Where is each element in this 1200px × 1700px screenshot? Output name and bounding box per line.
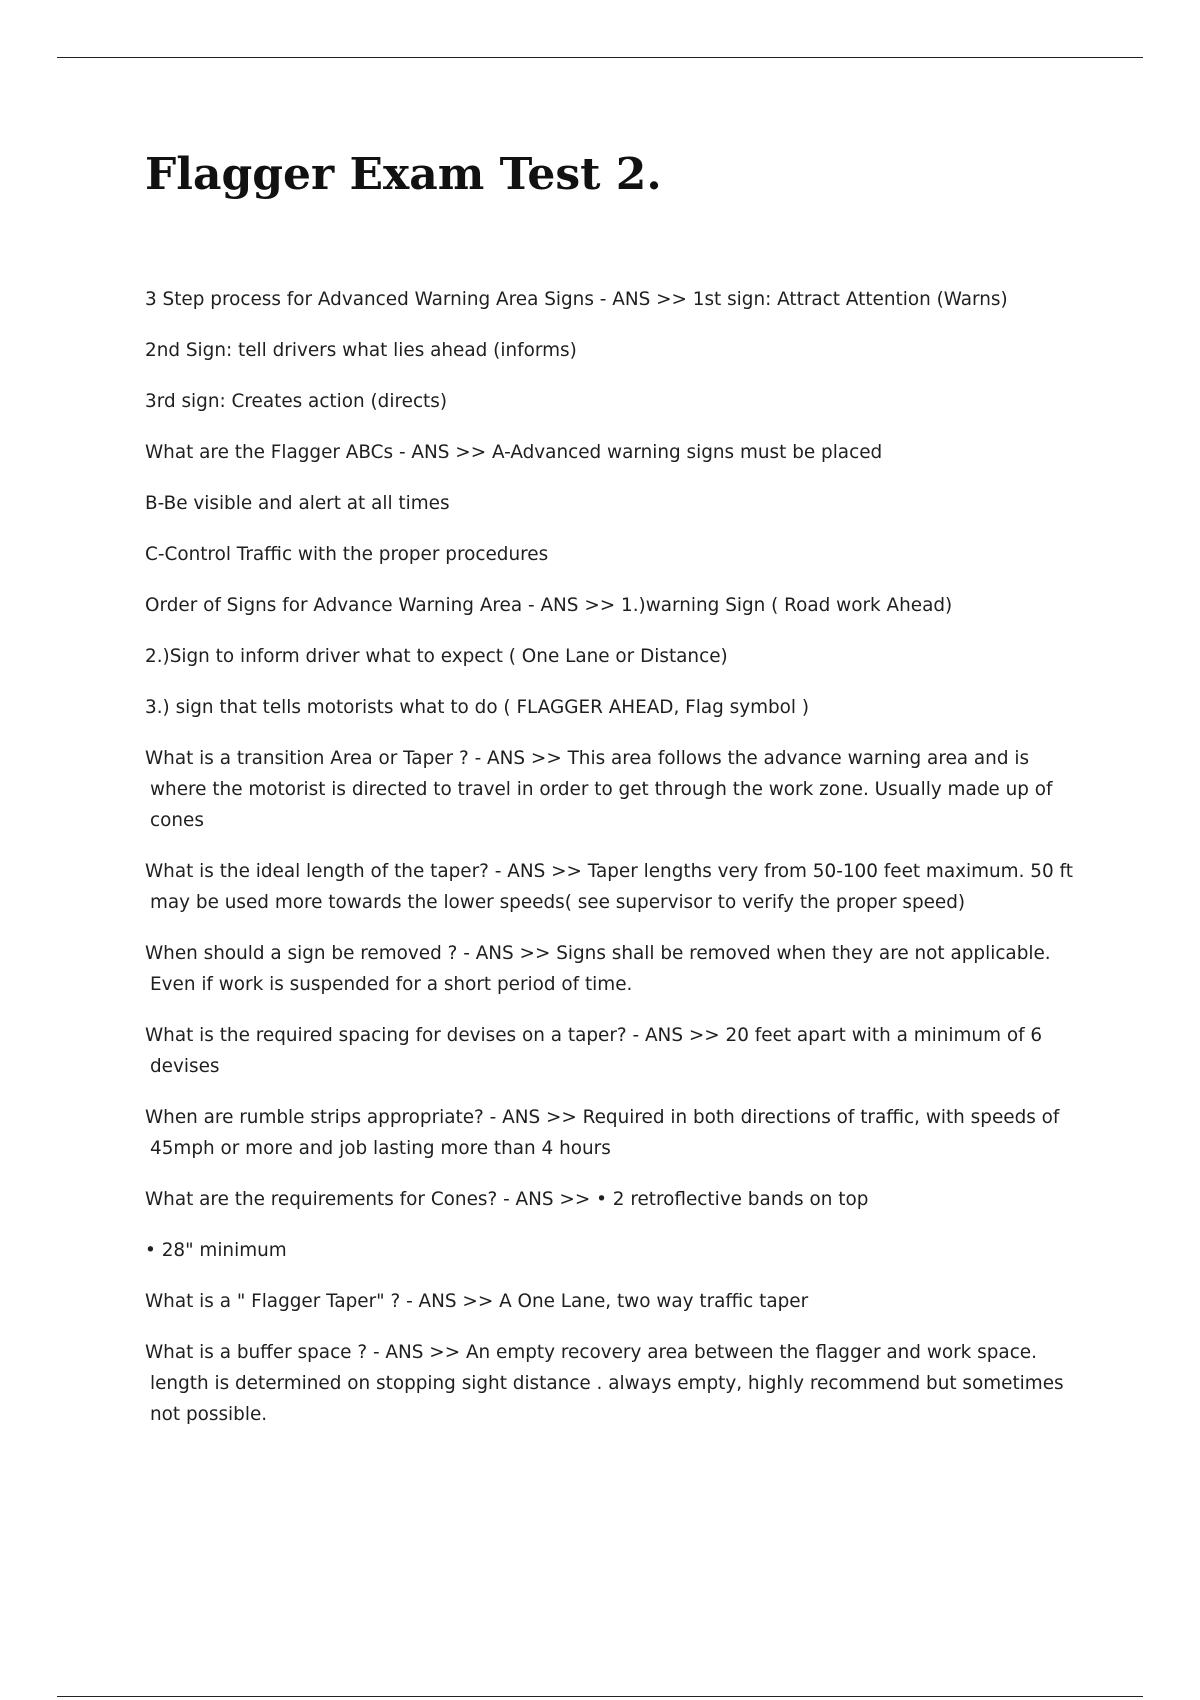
header-rule <box>57 57 1143 58</box>
paragraph: When are rumble strips appropriate? - ANS >> Required in both directions of traffic, with speeds of 45mph or more and job lasting more than 4 hours <box>145 1107 1066 1159</box>
paragraph: 3.) sign that tells motorists what to do ( FLAGGER AHEAD, Flag symbol ) <box>145 697 810 718</box>
paragraph: What are the Flagger ABCs - ANS >> A-Advanced warning signs must be placed <box>145 442 883 463</box>
paragraph: 3rd sign: Creates action (directs) <box>145 391 448 412</box>
paragraph: 3 Step process for Advanced Warning Area Signs - ANS >> 1st sign: Attract Attention (Warns) <box>145 289 1008 310</box>
paragraph: What is a buffer space ? - ANS >> An empty recovery area between the flagger and work space. length is determined on stopping sight distance . always empty, highly recommend but sometimes not possible. <box>145 1342 1070 1425</box>
footer-rule <box>57 1696 1143 1697</box>
paragraph: Order of Signs for Advance Warning Area - ANS >> 1.)warning Sign ( Road work Ahead) <box>145 595 953 616</box>
paragraph: When should a sign be removed ? - ANS >> Signs shall be removed when they are not applicable. Even if work is suspended for a short period of time. <box>145 943 1057 995</box>
paragraph: 2.)Sign to inform driver what to expect ( One Lane or Distance) <box>145 646 728 667</box>
paragraph: 2nd Sign: tell drivers what lies ahead (informs) <box>145 340 577 361</box>
paragraph: C-Control Traffic with the proper procedures <box>145 544 549 565</box>
paragraph: What is the ideal length of the taper? - ANS >> Taper lengths very from 50-100 feet maximum. 50 ft may be used more towards the lower speeds( see supervisor to verify the proper speed) <box>145 861 1079 913</box>
paragraph: What are the requirements for Cones? - ANS >> • 2 retroflective bands on top <box>145 1189 869 1210</box>
paragraph: What is the required spacing for devises on a taper? - ANS >> 20 feet apart with a minimum of 6 devises <box>145 1025 1048 1077</box>
paragraph: What is a transition Area or Taper ? - ANS >> This area follows the advance warning area and is where the motorist is directed to travel in order to get through the work zone. Usually made up of cones <box>145 748 1059 831</box>
paragraph: B-Be visible and alert at all times <box>145 493 450 514</box>
paragraph: What is a " Flagger Taper" ? - ANS >> A One Lane, two way traffic taper <box>145 1291 809 1312</box>
document-title: Flagger Exam Test 2. <box>145 149 662 200</box>
paragraph: • 28" minimum <box>145 1240 287 1261</box>
document-body <box>145 284 1090 1450</box>
